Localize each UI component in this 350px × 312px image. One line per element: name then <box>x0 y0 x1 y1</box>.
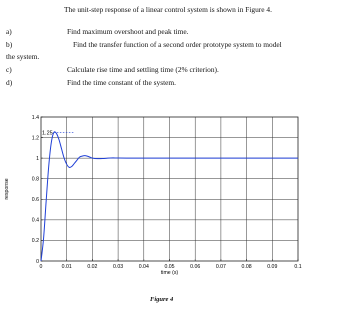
problem-intro: The unit-step response of a linear control system is shown in Figure 4. <box>64 5 272 14</box>
question-letter-b: b) <box>6 40 13 49</box>
y-tick-label: 0.6 <box>31 197 39 204</box>
y-tick-label: 0 <box>36 258 39 265</box>
chart-grid <box>41 117 298 261</box>
x-tick-label: 0.06 <box>190 264 201 270</box>
question-text-d: Find the time constant of the system. <box>67 78 176 87</box>
x-tick-label: 0 <box>39 264 43 270</box>
y-tick-label: 0.2 <box>31 238 39 245</box>
x-tick-label: 0.1 <box>294 264 302 270</box>
chart-ticks <box>32 115 302 270</box>
y-tick-label: 1.2 <box>31 135 39 142</box>
x-tick-label: 0.08 <box>241 264 252 270</box>
y-tick-label: 1 <box>36 155 39 162</box>
x-tick-label: 0.09 <box>267 264 278 270</box>
x-tick-label: 0.02 <box>87 264 98 270</box>
x-tick-label: 0.01 <box>61 264 72 270</box>
x-tick-label: 0.03 <box>113 264 124 270</box>
y-axis-label: response <box>4 178 10 200</box>
question-letter-a: a) <box>6 27 12 36</box>
peak-annotation: 1.25 <box>42 130 53 137</box>
question-letter-d: d) <box>6 78 13 87</box>
y-tick-label: 0.4 <box>31 217 39 224</box>
figure-caption: Figure 4 <box>150 296 174 303</box>
x-tick-label: 0.04 <box>138 264 149 270</box>
y-tick-label: 1.4 <box>31 114 39 121</box>
x-axis-label: time (s) <box>160 270 179 276</box>
y-tick-label: 0.8 <box>31 176 39 183</box>
question-text-a: Find maximum overshoot and peak time. <box>67 27 189 36</box>
question-text-b: Find the transfer function of a second order prototype system to model <box>73 40 282 49</box>
question-text-b-continuation: the system. <box>6 52 40 61</box>
question-letter-c: c) <box>6 65 12 74</box>
x-tick-label: 0.05 <box>164 264 175 270</box>
question-text-c: Calculate rise time and settling time (2% criterion). <box>67 65 219 74</box>
x-tick-label: 0.07 <box>215 264 226 270</box>
